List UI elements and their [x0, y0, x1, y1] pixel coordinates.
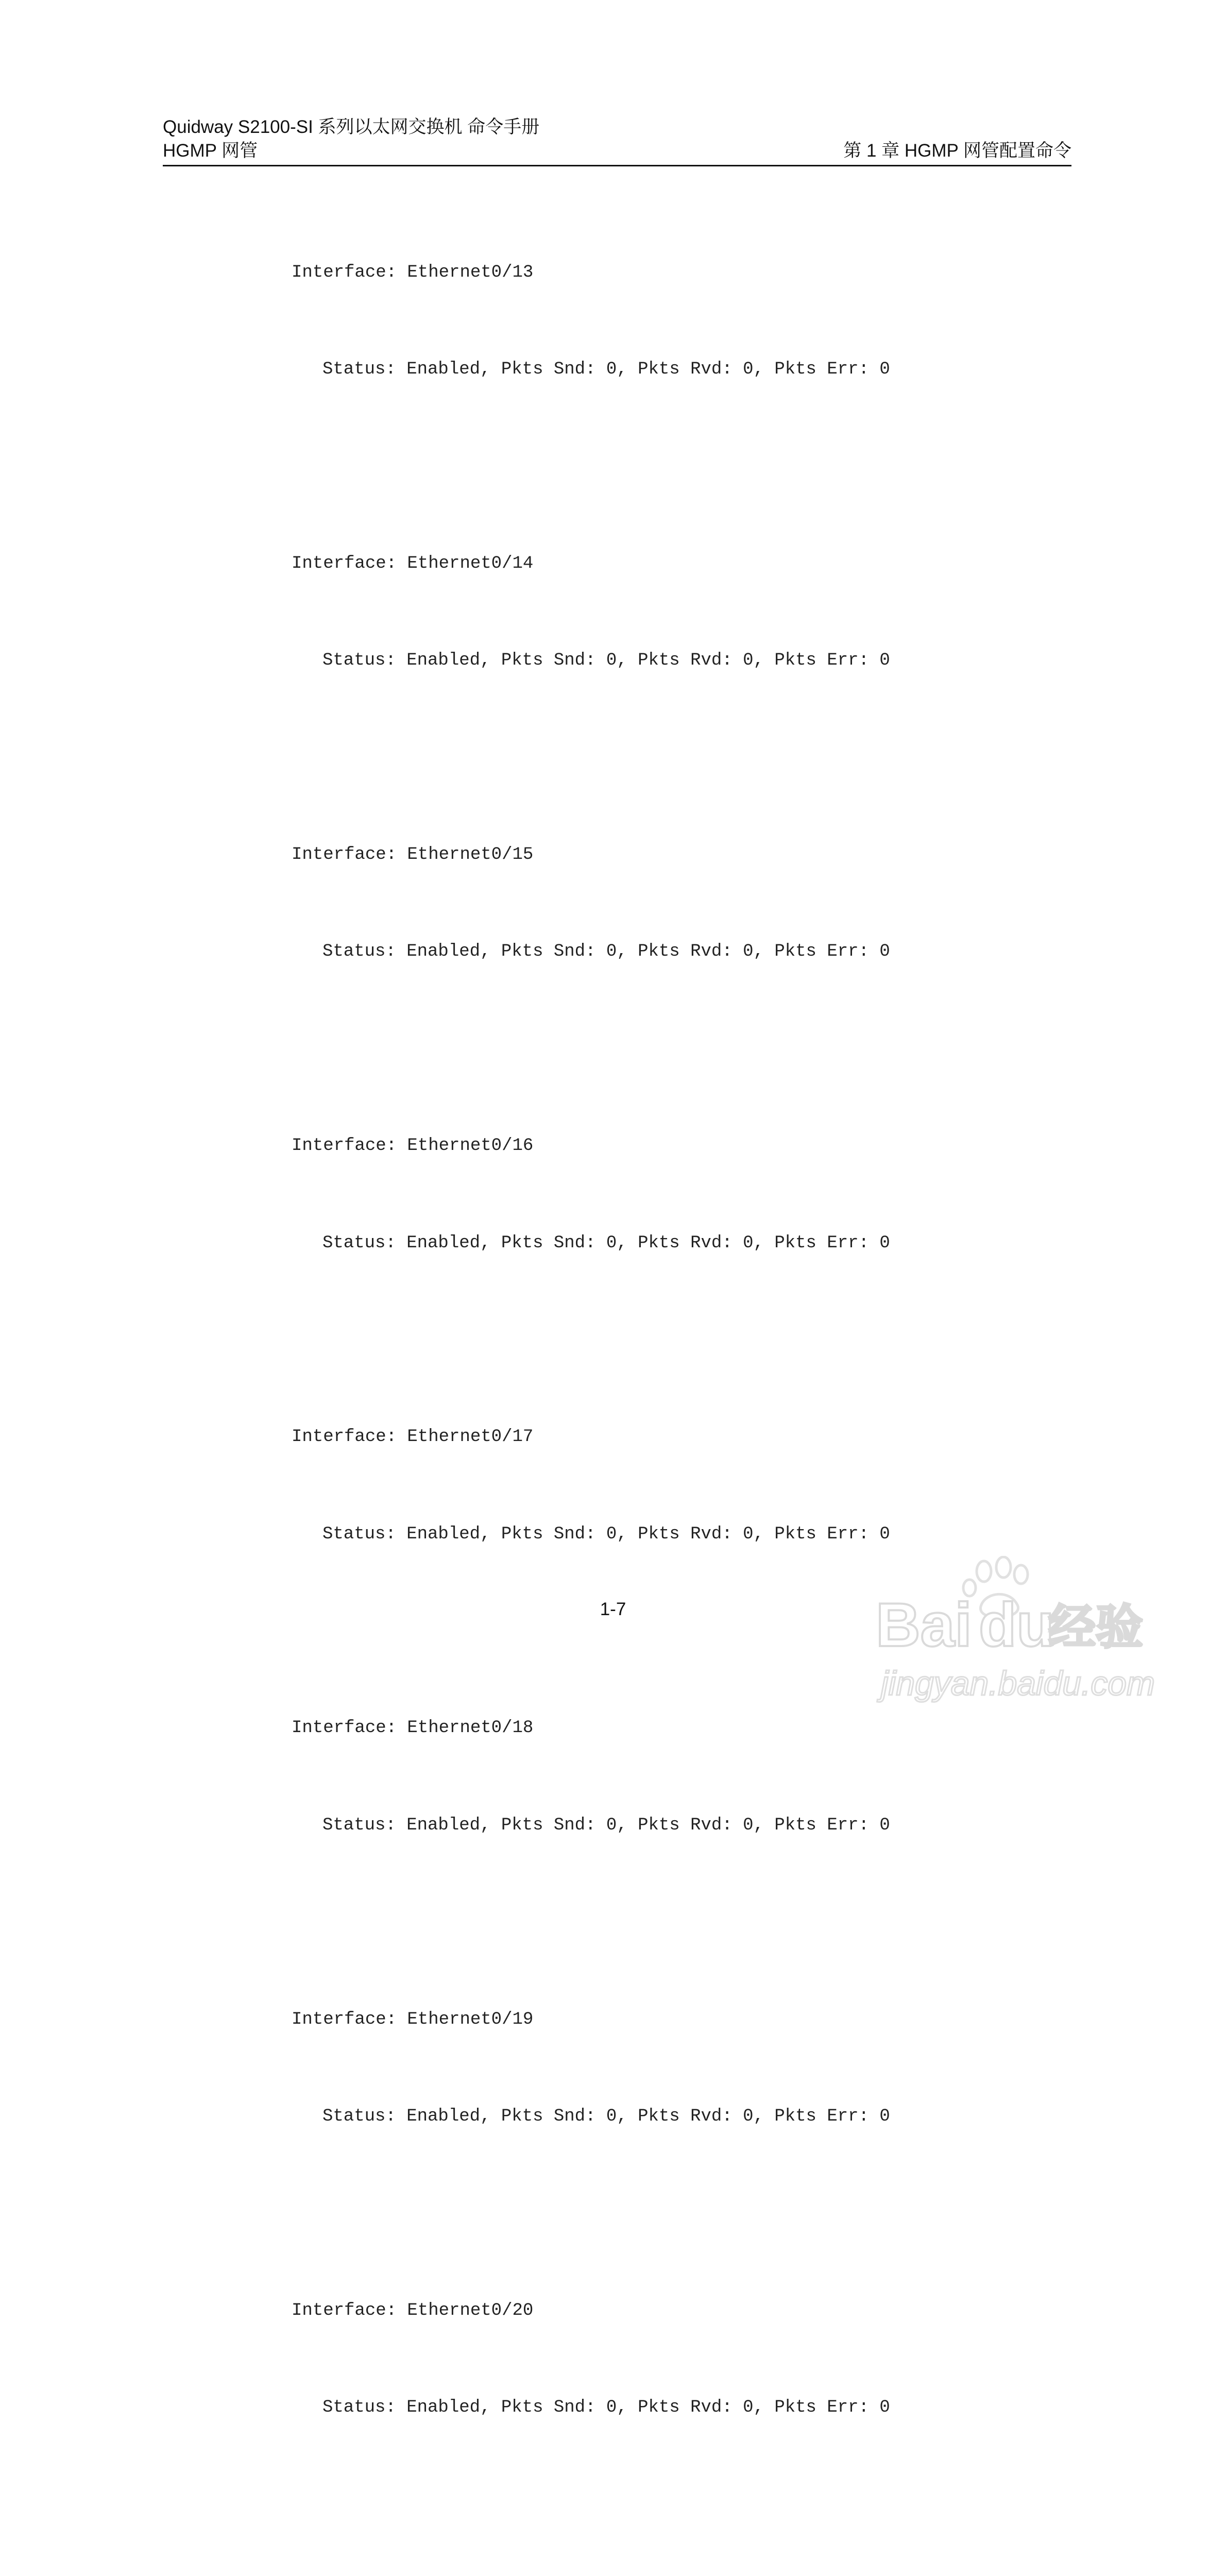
status-line: Status: Enabled, Pkts Snd: 0, Pkts Rvd: 0, Pkts Err: 0	[322, 1233, 890, 1253]
interface-line: Interface: Ethernet0/17	[292, 1427, 534, 1447]
section-right: 第 1 章 HGMP 网管配置命令	[843, 141, 1071, 161]
section-left: HGMP 网管	[163, 141, 258, 161]
interface-line: Interface: Ethernet0/14	[292, 553, 534, 573]
command-output	[0, 192, 1226, 2576]
interface-line: Interface: Ethernet0/15	[292, 844, 534, 865]
page-header	[163, 115, 1071, 163]
interface-line: Interface: Ethernet0/20	[292, 2300, 534, 2320]
interface-line: Interface: Ethernet0/19	[292, 2009, 534, 2029]
svg-text:Bai: Bai	[876, 1590, 972, 1659]
status-line: Status: Enabled, Pkts Snd: 0, Pkts Rvd: 0, Pkts Err: 0	[322, 651, 890, 671]
status-line: Status: Enabled, Pkts Snd: 0, Pkts Rvd: 0, Pkts Err: 0	[322, 359, 890, 379]
header-divider	[163, 165, 1071, 166]
status-line: Status: Enabled, Pkts Snd: 0, Pkts Rvd: 0, Pkts Err: 0	[322, 1524, 890, 1544]
baidu-jingyan-watermark-logo	[871, 1556, 1159, 1710]
status-line: Status: Enabled, Pkts Snd: 0, Pkts Rvd: 0, Pkts Err: 0	[322, 942, 890, 962]
svg-text:经验: 经验	[1048, 1600, 1144, 1655]
svg-text:du: du	[979, 1590, 1054, 1659]
page-number: 1-7	[600, 1599, 626, 1619]
interface-line: Interface: Ethernet0/13	[292, 262, 534, 282]
status-line: Status: Enabled, Pkts Snd: 0, Pkts Rvd: 0, Pkts Err: 0	[322, 2398, 890, 2418]
interface-line: Interface: Ethernet0/16	[292, 1136, 534, 1156]
status-line: Status: Enabled, Pkts Snd: 0, Pkts Rvd: 0, Pkts Err: 0	[322, 2107, 890, 2127]
status-line: Status: Enabled, Pkts Snd: 0, Pkts Rvd: 0, Pkts Err: 0	[322, 1815, 890, 1835]
manual-title: Quidway S2100-SI 系列以太网交换机 命令手册	[163, 117, 540, 137]
interface-line: Interface: Ethernet0/18	[292, 1718, 534, 1738]
svg-text:jingyan.baidu.com: jingyan.baidu.com	[881, 1664, 1155, 1702]
